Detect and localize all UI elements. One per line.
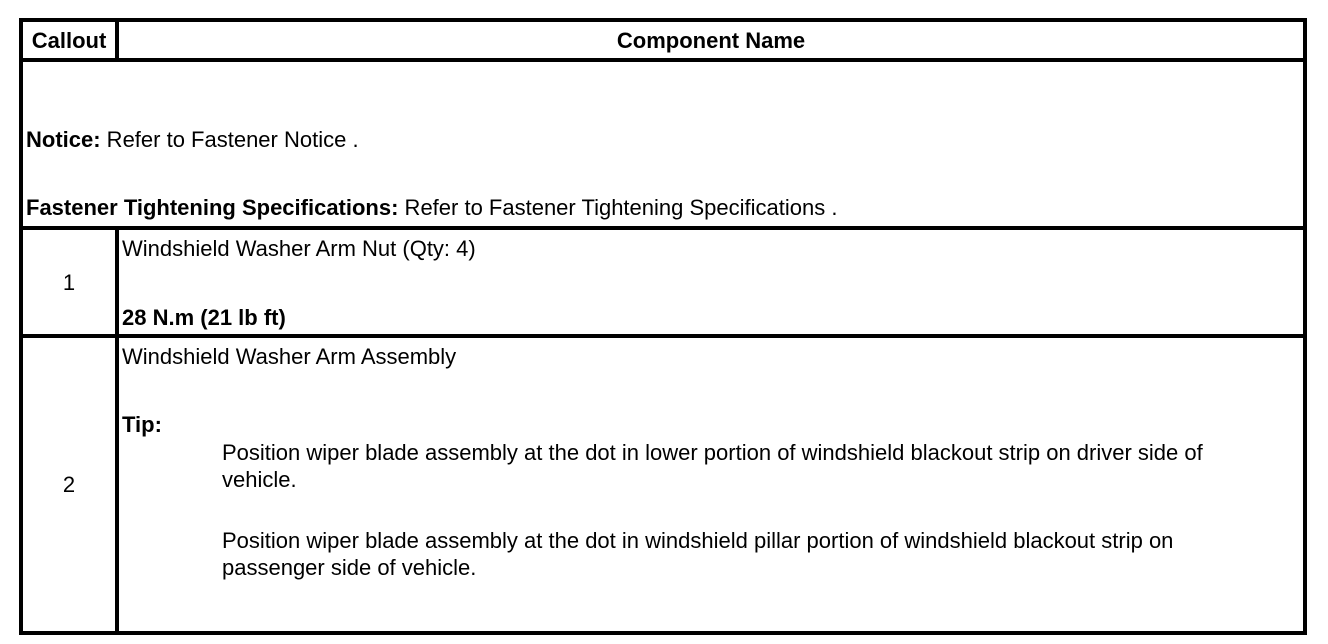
component-table (19, 18, 1307, 635)
callout-number: 1 (21, 228, 117, 336)
notice-text: Refer to Fastener Notice . (100, 127, 359, 152)
spec-line (26, 194, 1303, 221)
table-row (21, 336, 1305, 633)
header-component-name: Component Name (117, 20, 1305, 60)
header-callout: Callout (21, 20, 117, 60)
notice-cell (21, 60, 1305, 228)
spec-text: Refer to Fastener Tightening Specifications . (398, 195, 838, 220)
tip-paragraph: Position wiper blade assembly at the dot in lower portion of windshield blackout strip on driver side of vehicle. (222, 440, 1203, 492)
component-name: Windshield Washer Arm Assembly (122, 344, 457, 369)
notice-row (21, 60, 1305, 228)
table-row (21, 228, 1305, 336)
component-name: Windshield Washer Arm Nut (Qty: 4) (122, 236, 476, 261)
component-cell (117, 228, 1305, 336)
notice-label: Notice: (26, 127, 101, 152)
tip-paragraph: Position wiper blade assembly at the dot in windshield pillar portion of windshield blackout strip on passenger side of vehicle. (222, 528, 1174, 580)
table-header-row (21, 20, 1305, 60)
spec-label: Fastener Tightening Specifications: (26, 195, 399, 220)
component-cell (117, 336, 1305, 633)
torque-spec: 28 N.m (21 lb ft) (122, 305, 286, 330)
notice-line (26, 126, 1303, 153)
callout-number: 2 (21, 336, 117, 633)
tip-label: Tip: (122, 412, 162, 437)
